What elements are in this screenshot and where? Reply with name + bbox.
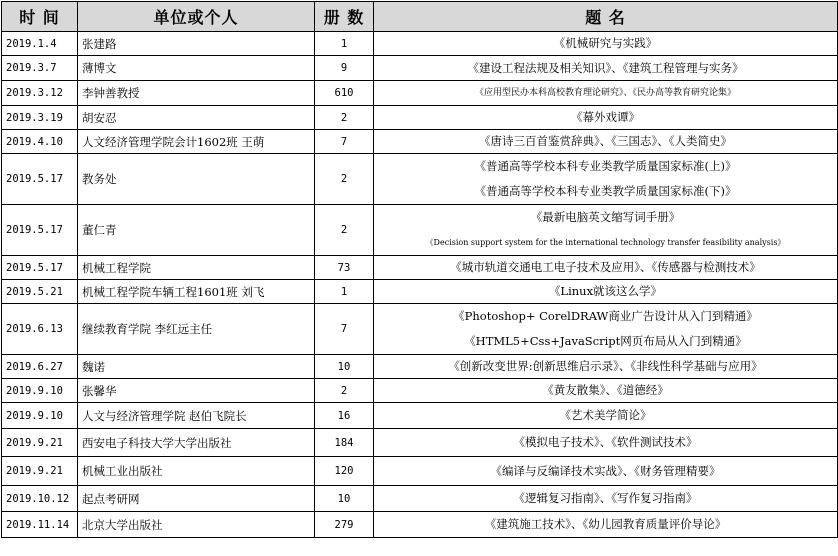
header-count: 册 数 xyxy=(315,2,374,32)
row-count: 279 xyxy=(315,512,374,538)
row-title xyxy=(374,304,838,355)
row-unit: 继续教育学院 李红远主任 xyxy=(78,304,315,355)
row-date: 2019.6.27 xyxy=(2,355,78,379)
title-line: 《Linux就该这么学》 xyxy=(548,284,663,298)
row-title xyxy=(374,512,838,538)
row-count: 2 xyxy=(315,379,374,403)
row-title xyxy=(374,379,838,403)
table-row xyxy=(2,256,838,280)
table-row xyxy=(2,512,838,538)
row-date: 2019.10.12 xyxy=(2,486,78,512)
row-date: 2019.3.19 xyxy=(2,106,78,130)
header-time: 时 间 xyxy=(2,2,78,32)
table-row xyxy=(2,355,838,379)
title-line: 《最新电脑英文缩写词手册》 xyxy=(530,210,681,224)
row-unit: 教务处 xyxy=(78,154,315,205)
row-date: 2019.3.12 xyxy=(2,81,78,106)
row-unit: 魏诺 xyxy=(78,355,315,379)
row-unit: 人文经济管理学院会计1602班 王萌 xyxy=(78,130,315,154)
row-title xyxy=(374,280,838,304)
table-row xyxy=(2,205,838,256)
row-title xyxy=(374,256,838,280)
title-line: 《模拟电子技术》、《软件测试技术》 xyxy=(513,435,698,449)
table-row xyxy=(2,106,838,130)
row-unit: 北京大学出版社 xyxy=(78,512,315,538)
row-unit: 胡安忍 xyxy=(78,106,315,130)
row-date: 2019.6.13 xyxy=(2,304,78,355)
row-count: 1 xyxy=(315,32,374,56)
row-unit: 董仁青 xyxy=(78,205,315,256)
row-count: 2 xyxy=(315,154,374,205)
table-row xyxy=(2,304,838,355)
table-row xyxy=(2,429,838,457)
row-title xyxy=(374,106,838,130)
title-line: 《唐诗三百首鉴赏辞典》、《三国志》、《人类简史》 xyxy=(479,134,732,148)
title-line: 《HTML5+Css+JavaScript网页布局从入门到精通》 xyxy=(464,334,747,348)
row-date: 2019.9.10 xyxy=(2,379,78,403)
title-line: 《逻辑复习指南》、《写作复习指南》 xyxy=(513,491,698,505)
row-count: 16 xyxy=(315,403,374,429)
row-count: 120 xyxy=(315,457,374,486)
row-title xyxy=(374,130,838,154)
row-unit: 薄博文 xyxy=(78,56,315,81)
row-count: 9 xyxy=(315,56,374,81)
row-date: 2019.11.14 xyxy=(2,512,78,538)
row-unit: 机械工程学院车辆工程1601班 刘飞 xyxy=(78,280,315,304)
title-line: 《机械研究与实践》 xyxy=(553,36,658,50)
table-row xyxy=(2,154,838,205)
row-unit: 机械工业出版社 xyxy=(78,457,315,486)
table-row xyxy=(2,280,838,304)
row-title xyxy=(374,355,838,379)
title-line: 《编译与反编译技术实战》、《财务管理精要》 xyxy=(490,464,721,478)
row-date: 2019.5.17 xyxy=(2,256,78,280)
row-title xyxy=(374,154,838,205)
row-count: 10 xyxy=(315,355,374,379)
table-row xyxy=(2,457,838,486)
row-count: 7 xyxy=(315,130,374,154)
row-title xyxy=(374,457,838,486)
donation-table xyxy=(1,1,838,538)
title-line: 《建筑施工技术》、《幼儿园教育质量评价导论》 xyxy=(484,517,727,531)
row-date: 2019.5.17 xyxy=(2,205,78,256)
row-date: 2019.9.10 xyxy=(2,403,78,429)
row-date: 2019.5.21 xyxy=(2,280,78,304)
row-count: 73 xyxy=(315,256,374,280)
row-unit: 机械工程学院 xyxy=(78,256,315,280)
row-count: 10 xyxy=(315,486,374,512)
row-count: 7 xyxy=(315,304,374,355)
table-row xyxy=(2,486,838,512)
table-row xyxy=(2,81,838,106)
title-line: 《艺术美学简论》 xyxy=(559,408,652,422)
row-title xyxy=(374,403,838,429)
row-count: 1 xyxy=(315,280,374,304)
row-count: 2 xyxy=(315,106,374,130)
title-line: 《应用型民办本科高校教育理论研究》、《民办高等教育研究论集》 xyxy=(474,88,736,98)
row-unit: 西安电子科技大学大学出版社 xyxy=(78,429,315,457)
table-row xyxy=(2,56,838,81)
row-title xyxy=(374,486,838,512)
row-title xyxy=(374,429,838,457)
table-row xyxy=(2,379,838,403)
title-line: 《城市轨道交通电工电子技术及应用》、《传感器与检测技术》 xyxy=(450,260,761,274)
row-title xyxy=(374,56,838,81)
row-date: 2019.9.21 xyxy=(2,429,78,457)
table-row xyxy=(2,403,838,429)
row-unit: 人文与经济管理学院 赵伯飞院长 xyxy=(78,403,315,429)
table-row xyxy=(2,130,838,154)
header-unit: 单位或个人 xyxy=(78,2,315,32)
row-unit: 起点考研网 xyxy=(78,486,315,512)
header-title: 题 名 xyxy=(374,2,838,32)
header-row xyxy=(2,2,838,32)
title-line: 《普通高等学校本科专业类教学质量国家标准(上)》 xyxy=(474,159,737,173)
row-date: 2019.3.7 xyxy=(2,56,78,81)
title-line: 《Photoshop+ CorelDRAW商业广告设计从入门到精通》 xyxy=(453,309,758,323)
row-count: 610 xyxy=(315,81,374,106)
title-line: 《黄友散集》、《道德经》 xyxy=(542,383,669,397)
row-date: 2019.5.17 xyxy=(2,154,78,205)
table-body xyxy=(2,32,838,538)
table-row xyxy=(2,32,838,56)
title-line: 《Decision support system for the international technology transfer feasibility analysis》 xyxy=(425,238,786,247)
row-date: 2019.4.10 xyxy=(2,130,78,154)
row-count: 184 xyxy=(315,429,374,457)
row-date: 2019.9.21 xyxy=(2,457,78,486)
title-line: 《普通高等学校本科专业类教学质量国家标准(下)》 xyxy=(474,184,737,198)
title-line: 《建设工程法规及相关知识》、《建筑工程管理与实务》 xyxy=(467,61,744,75)
row-title xyxy=(374,81,838,106)
row-unit: 张馨华 xyxy=(78,379,315,403)
row-unit: 张建路 xyxy=(78,32,315,56)
row-title xyxy=(374,205,838,256)
title-line: 《创新改变世界:创新思维启示录》、《非线性科学基础与应用》 xyxy=(448,359,763,373)
row-date: 2019.1.4 xyxy=(2,32,78,56)
row-count: 2 xyxy=(315,205,374,256)
row-title xyxy=(374,32,838,56)
title-line: 《幕外戏谭》 xyxy=(571,110,640,124)
row-unit: 李钟善教授 xyxy=(78,81,315,106)
